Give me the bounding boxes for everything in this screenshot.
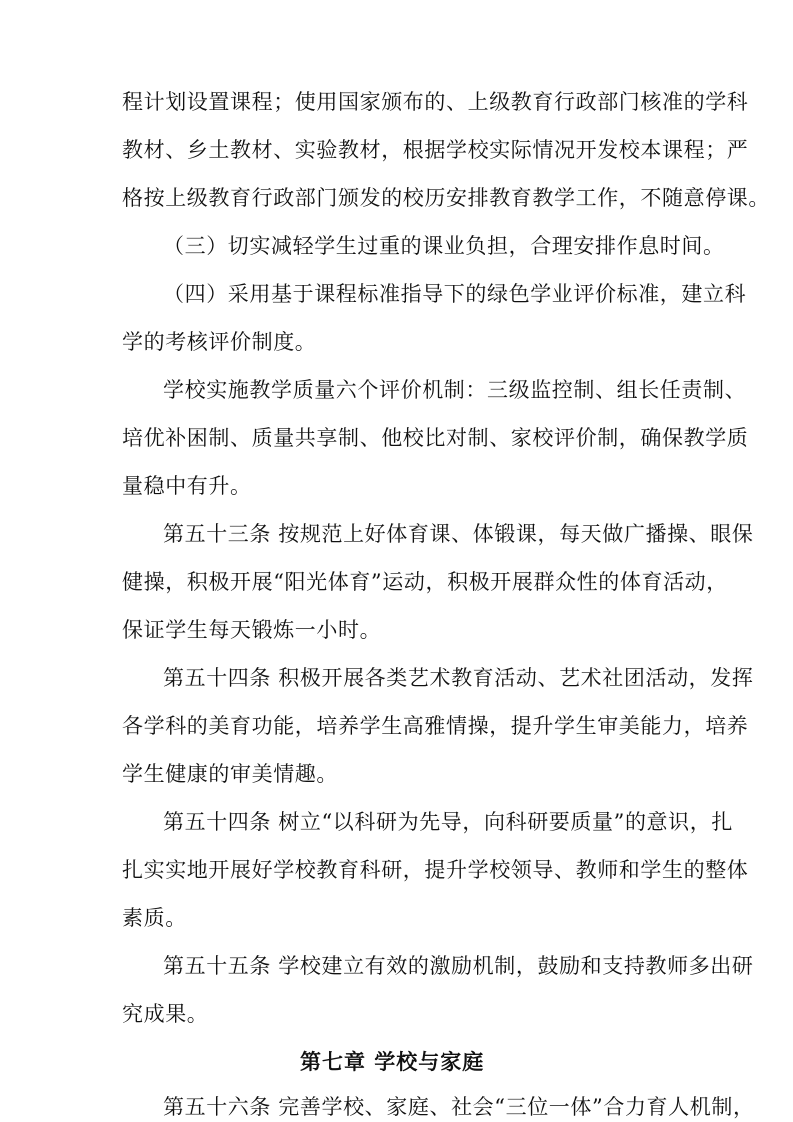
text-line: 健操，积极开展“阳光体育”运动，积极开展群众性的体育活动， <box>122 570 728 594</box>
text-line: 各学科的美育功能，培养学生高雅情操，提升学生审美能力，培养 <box>122 714 749 738</box>
text-line: 培优补困制、质量共享制、他校比对制、家校评价制，确保教学质 <box>122 426 749 450</box>
text-line: 学的考核评价制度。 <box>122 330 317 354</box>
text-line: （三）切实减轻学生过重的课业负担，合理安排作息时间。 <box>163 234 725 258</box>
text-line: 第五十四条 积极开展各类艺术教育活动、艺术社团活动，发挥 <box>163 666 754 690</box>
text-line: 格按上级教育行政部门颁发的校历安排教育教学工作，不随意停课。 <box>122 186 770 210</box>
text-line: 素质。 <box>122 906 187 930</box>
text-line: 究成果。 <box>122 1002 209 1026</box>
text-line: 程计划设置课程；使用国家颁布的、上级教育行政部门核准的学科 <box>122 90 749 114</box>
text-line: 学生健康的审美情趣。 <box>122 762 338 786</box>
text-line: 量稳中有升。 <box>122 474 252 498</box>
text-line: 第五十六条 完善学校、家庭、社会“三位一体”合力育人机制， <box>163 1095 755 1119</box>
text-line: 第五十五条 学校建立有效的激励机制，鼓励和支持教师多出研 <box>163 954 754 978</box>
text-line: 学校实施教学质量六个评价机制：三级监控制、组长任责制、 <box>163 378 747 402</box>
text-line: 第五十四条 树立“以科研为先导，向科研要质量”的意识，扎 <box>163 810 733 834</box>
text-line: 教材、乡土教材、实验教材，根据学校实际情况开发校本课程；严 <box>122 138 749 162</box>
text-line: 第五十三条 按规范上好体育课、体锻课，每天做广播操、眼保 <box>163 522 754 546</box>
text-line: 保证学生每天锻炼一小时。 <box>122 618 382 642</box>
text-line: 扎实实地开展好学校教育科研，提升学校领导、教师和学生的整体 <box>122 858 749 882</box>
text-line: （四）采用基于课程标准指导下的绿色学业评价标准，建立科 <box>163 282 747 306</box>
chapter-heading: 第七章 学校与家庭 <box>300 1049 485 1074</box>
